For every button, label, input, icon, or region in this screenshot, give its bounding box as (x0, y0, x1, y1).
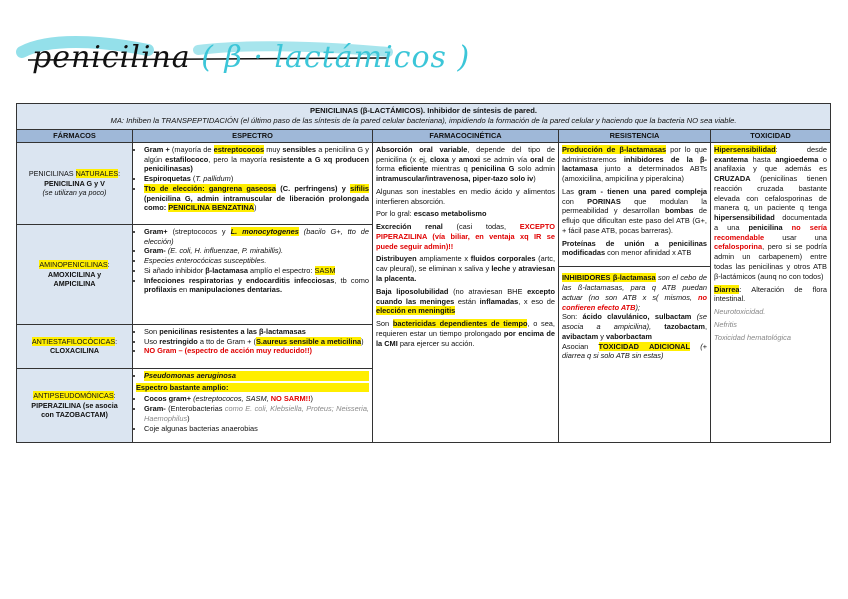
drug-amino-name1: AMOXICILINA y (47, 269, 102, 279)
drug-antiestaf: ANTIESTAFILOCÓCICAS: CLOXACILINA (17, 324, 133, 368)
penicilinas-table (16, 103, 831, 443)
pk-liposolubility: Baja liposolubilidad (no atraviesan BHE excepto cuando las meninges están inflamadas, x eso de elección en meningitis (376, 286, 555, 316)
resistance-cell (559, 142, 711, 442)
res-toxicity: Asocian TOXICIDAD ADICIONAL (+ diarrea q si solo ATB sin estas) (562, 341, 707, 361)
spectrum-item: • NO Gram – (espectro de acción muy reducido!!) (144, 346, 369, 356)
spectrum-item: • Espiroquetas (T. pallidum) (144, 174, 369, 184)
spectrum-item: • Si añado inhibidor β-lactamasa amplío el espectro: SASM (144, 266, 369, 276)
col-header-farmacocinetica: FARMACOCINÉTICA (373, 130, 559, 143)
drug-naturales-label: PENICILINAS (28, 169, 74, 179)
drug-antipseudo: ANTIPSEUDOMÓNICAS: PIPERAZILINA (se asocia con TAZOBACTAM) (17, 368, 133, 442)
drug-amino-label: AMINOPENICILINAS (39, 260, 108, 270)
pk-excretion: Excreción renal (casi todas, EXCEPTO PIPERAZILINA (vía biliar, en ventaja xq IR se puede seguir admin)!! (376, 222, 555, 251)
spectrum-item: • Uso restringido a tto de Gram + (S.aureus sensible a meticilina) (144, 337, 369, 347)
drug-antipseudo-name: PIPERAZILINA (se asocia (31, 400, 118, 410)
table-subtitle: MA: Inhiben la TRANSPEPTIDACIÓN (el último paso de las síntesis de la pared celular bacteriana), impidiendo la formación de la pared celular y haciendo que la bacteria NO sea viable. (110, 116, 737, 126)
pk-metabolism: Por lo gral: escaso metabolismo (376, 209, 487, 219)
drug-antipseudo-combo: con TAZOBACTAM) (41, 410, 108, 420)
col-header-toxicidad: TOXICIDAD (711, 130, 831, 143)
spectrum-antiestaf (133, 324, 373, 368)
pk-cell (373, 142, 559, 442)
spectrum-item: • Gram- (E. coli, H. influenzae, P. mirabillis). (144, 246, 369, 256)
drug-antiestaf-label: ANTIESTAFILOCÓCICAS (31, 336, 116, 346)
col-header-farmacos: FÁRMACOS (17, 130, 133, 143)
res-betalactamase: Producción de β-lactamasas por lo que administraremos inhibidores de la β-lactamasa junto a determinados ABTs (amoxicilina, ampicilina y piperalcina) (562, 144, 707, 184)
spectrum-item: • Gram+ (streptococos y L. monocytogenes (bacilo G+, tto de elección) (144, 227, 369, 247)
table-title-cell (17, 104, 831, 130)
spectrum-item: • Tto de elección: gangrena gaseosa (C. perfringens) y sífilis (penicilina G, admin intramuscular de liberación prolongada como: PENICILINA BENZATINA) (144, 184, 369, 213)
table-title: PENICILINAS (β-LACTÁMICOS). Inhibidor de síntesis de pared. (310, 106, 537, 115)
spectrum-item: • Gram + (mayoría de estreptococos muy sensibles a penicilina G y algún estafilococo, pero la mayoría resistente a G xq producen penicilinasas) (144, 145, 369, 174)
spectrum-amino (133, 224, 373, 324)
tox-nephritis: Nefritis (714, 319, 737, 329)
drug-antipseudo-label: ANTIPSEUDOMÓNICAS (33, 391, 114, 401)
spectrum-item: • Coje algunas bacterias anaerobias (144, 424, 369, 434)
spectrum-naturales (133, 142, 373, 224)
drug-naturales-name: PENICILINA G y V (44, 178, 105, 188)
pk-distribution: Distribuyen ampliamente x fluidos corporales (artc, cav pleural), se eliminan x saliva y leche y atraviesan la placenta. (376, 254, 555, 283)
drug-naturales: PENICILINAS NATURALES: PENICILINA G y V (se utilizan ya poco) (17, 142, 133, 224)
drug-naturales-note: (se utilizan ya poco) (42, 188, 107, 198)
toxicity-cell (711, 142, 831, 442)
spectrum-amp-label: Espectro bastante amplio: (136, 383, 369, 393)
pk-bactericidal: Son bactericidas dependientes de tiempo, o sea, requieren estar un tiempo prolongado por encima de la CMI para ejercer su acción. (376, 319, 556, 348)
drug-amino: AMINOPENICILINAS: AMOXICILINA y AMPICILINA (17, 224, 133, 324)
spectrum-item: • Infecciones respiratorias y endocarditis infecciosas, tb como profilaxis en manipulaciones dentarias. (144, 276, 369, 296)
spectrum-item: • Especies enterocócicas susceptibles. (144, 256, 369, 266)
handwritten-header (8, 14, 471, 75)
spectrum-item: • Son penicilinas resistentes a las β-lactamasas (144, 327, 369, 337)
spectrum-item: • Cocos gram+ (estreptococos, SASM, NO SARM!!) (144, 394, 369, 404)
header-subtitle: ( β · lactámicos ) (201, 40, 471, 75)
col-header-resistencia: RESISTENCIA (559, 130, 711, 143)
drug-naturales-highlight: NATURALES (75, 169, 119, 179)
pk-absorption: Absorción oral variable, depende del tipo de penicilina (x ej, cloxa y amoxi se admin vía oral de forma eficiente mientras q penicilina G solo admin intramuscular/intravenosa, piper-tazo solo iv) (376, 144, 556, 184)
res-inhibitors: INHIBIDORES β-lactamasa son el cebo de las ß-lactamasas, para q ATB puedan actuar (no son ATB x s( mismos, no confieren efecto ATB); (562, 273, 707, 312)
tox-neuro: Neurotoxicidad. (714, 307, 766, 317)
res-inhibitor-list: Son: ácido clavulánico, sulbactam (se asocia a ampicilina), tazobactam, avibactam y vaborbactam (562, 312, 707, 341)
tox-diarrhea: Diarrea: Alteración de flora intestinal. (714, 284, 827, 304)
spectrum-antipseudo (133, 368, 373, 442)
tox-hematologic: Toxicidad hematológica (714, 332, 791, 342)
col-header-espectro: ESPECTRO (133, 130, 373, 143)
spectrum-item: • Pseudomonas aeruginosa (144, 371, 369, 381)
header-title: penicilina (32, 40, 191, 75)
spectrum-item: • Gram- (Enterobacterias como E. coli, Klebsiella, Proteus; Neisseria, Haemophilus) (144, 404, 369, 424)
tox-hypersensitivity: Hipersensibilidad: desde exantema hasta angioedema o anafilaxia y que además es CRUZADA (penicilinas tienen reacción cruzada bastante elevada con cefalosporinas de manera q, un paciente q tenga hipersensibilidad documentada a una penicilina no sería recomendable usar una cefalosporina, pero si se podría admin un carbapenem) entre todas las penicilinas y otros ATB β-lactámicos (aunq no con todos) (714, 144, 827, 281)
drug-amino-name2: AMPICILINA (53, 279, 96, 289)
res-pbp: Proteínas de unión a penicilinas modificadas con menor afinidad x ATB (562, 238, 707, 258)
drug-antiestaf-name: CLOXACILINA (49, 346, 100, 356)
res-porins: Las gram - tienen una pared compleja con PORINAS que modulan la permeabilidad y desarrollan bombas de eflujo que dificultan este paso del ATB (G+, + fácil pase ATB, pocas barreras). (562, 186, 707, 235)
pk-acid: Algunas son inestables en medio ácido y alimentos interfieren absorción. (376, 186, 555, 206)
